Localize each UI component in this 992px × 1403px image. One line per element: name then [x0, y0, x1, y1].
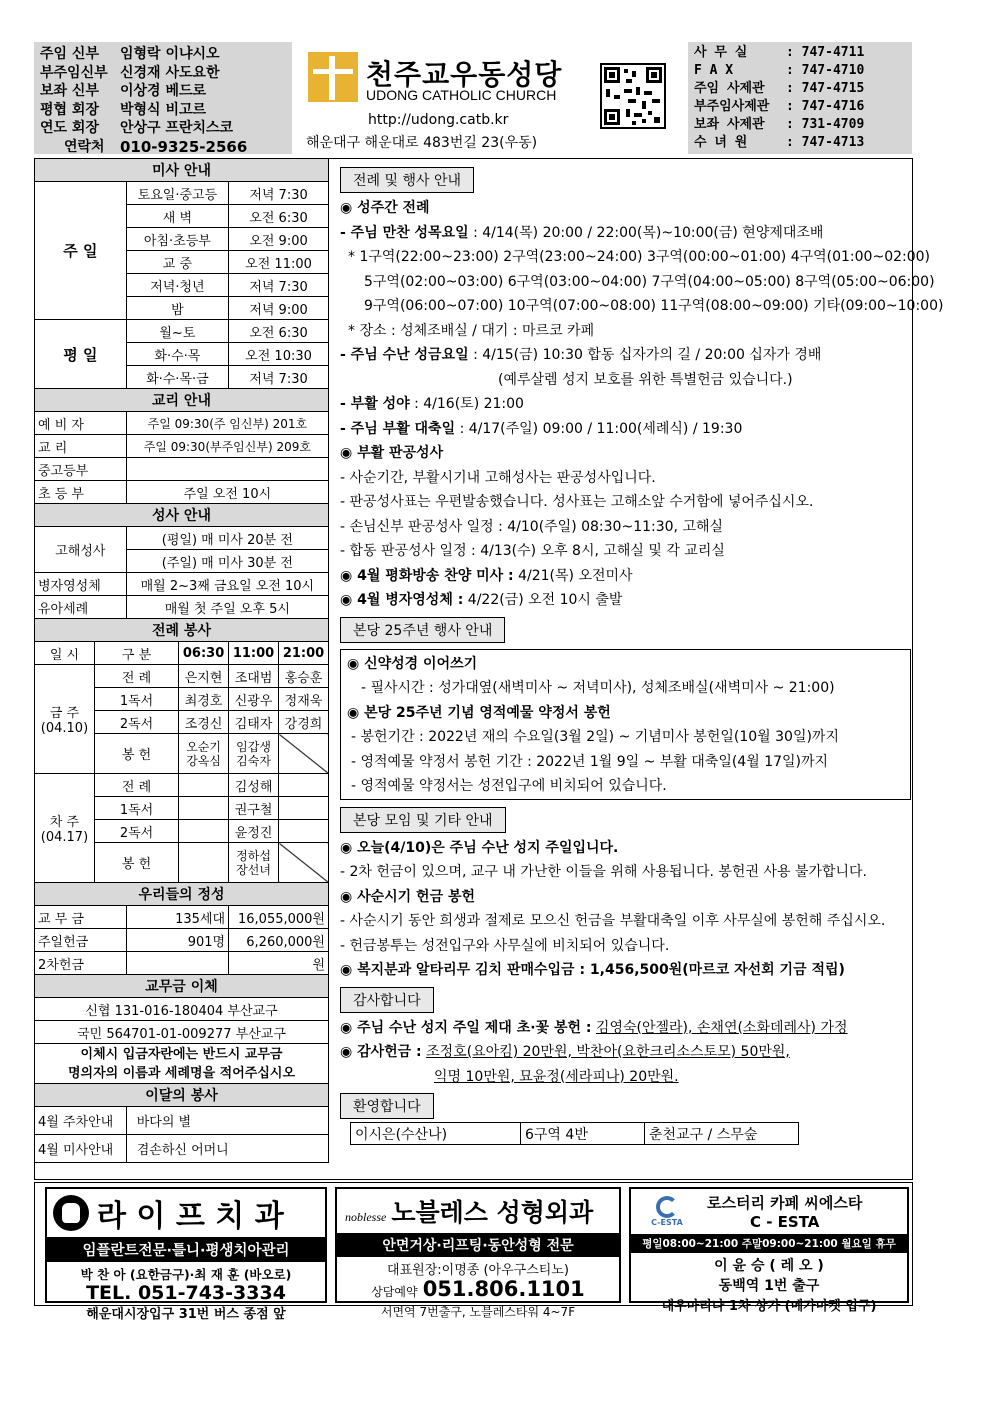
edu-label: 예 비 자	[35, 412, 127, 435]
service-person	[279, 774, 329, 797]
ad-dental-doctors: 박 찬 아 (요한금구)·최 재 훈 (바오로)	[80, 1267, 292, 1282]
ad-dental-location: 해운대시장입구 31번 버스 종점 앞	[86, 1307, 286, 1322]
staff-name: 임형락 이냐시오	[120, 46, 220, 62]
contact-label: 연락처	[64, 138, 105, 155]
anniversary-box	[340, 649, 911, 800]
church-name-english: UDONG CATHOLIC CHURCH	[366, 87, 557, 103]
confession-time: (평일) 매 미사 20분 전	[126, 527, 328, 550]
ad-ps-director: 대표원장:이명종 (아우구스티노)	[387, 1263, 569, 1278]
cafe-logo-text: C-ESTA	[651, 1218, 683, 1227]
staff-role: 평협 회장	[40, 101, 99, 118]
empty-slash-cell	[279, 843, 329, 883]
office-contacts	[688, 42, 912, 154]
kimchi-line: ◉ 복지분과 알타리무 김치 판매수입금 : 1,456,500원(마르코 자선회 기금 적립)	[340, 962, 845, 978]
lent-line: - 헌금봉투는 성전입구와 사무실에 비치되어 있습니다.	[340, 937, 670, 954]
infant-baptism-value: 매월 첫 주일 오후 5시	[126, 596, 328, 619]
offering-amount: 원	[229, 952, 329, 975]
vow-line: - 영적예물 약정서 봉헌 기간 : 2022년 1월 9일 ~ 부활 대축일(4월 17일)까지	[351, 753, 829, 770]
service-person: 김성해	[229, 774, 279, 797]
ad-ps-location: 서면역 7번출구, 노블레스타워 4~7F	[380, 1305, 576, 1319]
staff-panel	[34, 42, 292, 154]
confession-line: - 손님신부 판공성사 일정 : 4/10(주일) 08:30~11:30, 고해실	[340, 518, 724, 535]
service-role: 전 례	[94, 665, 178, 688]
item-value: : 4/17(주일) 09:00 / 11:00(세례식) / 19:30	[459, 420, 743, 437]
offering-count: 135세대	[126, 906, 228, 929]
today-heading: ◉ 오늘(4/10)은 주님 수난 성지 주일입니다.	[340, 839, 619, 856]
ads-bar	[34, 1182, 913, 1322]
lent-line: - 사순시기 동안 희생과 절제로 모으신 헌금을 부활대축일 이후 사무실에 봉헌해 주십시오.	[340, 913, 886, 929]
ad-cafe-owner: 이 윤 승 ( 레 오 )	[714, 1258, 824, 1274]
mass-time: 저녁 7:30	[229, 182, 329, 205]
section-thanks-title: 감사합니다	[340, 987, 434, 1013]
offering-label: 주일헌금	[35, 929, 127, 952]
edu-label: 중고등부	[35, 458, 127, 481]
staff-name: 신경재 사도요한	[120, 64, 220, 81]
mass-type: 아침·초등부	[126, 228, 228, 251]
ad-cafe-hours: 평일08:00~21:00 주말09:00~21:00 월요일 휴무	[631, 1234, 907, 1253]
service-person	[179, 843, 229, 883]
ad-ps-name: 노블레스 성형외과	[391, 1198, 594, 1227]
item-value: : 4/14(목) 20:00 / 22:00(목)~10:00(금) 현양제대조배	[473, 224, 824, 241]
mass-time: 저녁 9:00	[229, 297, 329, 320]
staff-name: 박형식 비고르	[120, 101, 207, 118]
offering-amount: 16,055,000원	[229, 906, 329, 929]
service-person: 오순기 강옥심	[179, 734, 229, 774]
edu-label: 초 등 부	[35, 481, 127, 504]
office-number: : 747-4710	[786, 63, 865, 78]
welcome-table	[350, 1122, 799, 1145]
item-label: ◉ 4월 병자영성체 :	[340, 592, 464, 608]
service-person: 은지현	[179, 665, 229, 688]
month-service-value: 겸손하신 어머니	[126, 1135, 328, 1163]
vow-heading: ◉ 본당 25주년 기념 영적예물 약정서 봉헌	[347, 704, 611, 721]
staff-name: 안상구 프란치스코	[120, 120, 234, 136]
service-person	[179, 820, 229, 843]
confession-line: - 사순기간, 부활시기내 고해성사는 판공성사입니다.	[340, 469, 656, 486]
thanks-label: ◉ 주님 수난 성지 주일 제대 초·꽃 봉헌 :	[340, 1019, 592, 1036]
service-person: 신광우	[229, 688, 279, 711]
mass-type: 화·수·목	[126, 343, 228, 366]
week1-name: 금 주	[49, 706, 80, 721]
service-role: 봉 헌	[94, 734, 178, 774]
mass-type: 저녁·청년	[126, 274, 228, 297]
office-label: 주임 사제관	[694, 81, 765, 96]
staff-name: 이상경 베드로	[120, 83, 207, 99]
week1-label	[35, 665, 95, 774]
office-label: 보좌 사제관	[694, 117, 765, 132]
ad-cafe-location: 동백역 1번 출구	[718, 1278, 820, 1294]
welcome-name: 이시은(수산나)	[351, 1123, 521, 1145]
office-number: : 731-4709	[786, 117, 865, 132]
confession-label: 고해성사	[35, 527, 127, 573]
service-role: 봉 헌	[94, 843, 178, 883]
thanks-value: 김영숙(안젤라), 손채연(소화데레사) 가정	[595, 1019, 848, 1036]
mass-time: 오전 10:30	[229, 343, 329, 366]
edu-value	[126, 458, 328, 481]
offering-amount: 6,260,000원	[229, 929, 329, 952]
service-person: 권구철	[229, 797, 279, 820]
mass-time: 저녁 7:30	[229, 366, 329, 389]
ad-dental-phone: TEL. 051-743-3334	[86, 1282, 286, 1304]
offering-count	[126, 952, 228, 975]
transfer-note-line: 이체시 입금자란에는 반드시 교무금	[80, 1046, 283, 1062]
section-liturgy-title: 전례 및 행사 안내	[340, 167, 474, 193]
church-address: 해운대구 해운대로 483번길 23(우동)	[306, 135, 538, 151]
office-label: F A X	[694, 63, 734, 78]
mass-type: 새 벽	[126, 205, 228, 228]
edu-value: 주일 09:30(주 임신부) 201호	[126, 412, 328, 435]
staff-role: 연도 회장	[40, 120, 99, 136]
month-service-title: 이달의 봉사	[35, 1084, 329, 1107]
item-label: - 주님 수난 성금요일	[340, 347, 469, 363]
church-name: 천주교우동성당	[366, 58, 563, 91]
confession-heading: ◉ 부활 판공성사	[340, 445, 444, 461]
mass-time: 저녁 7:30	[229, 274, 329, 297]
service-header: 일 시	[35, 642, 95, 665]
cross-logo-icon	[308, 52, 358, 102]
month-service-value: 바다의 별	[126, 1107, 328, 1135]
transfer-account: 국민 564701-01-009277 부산교구	[35, 1021, 329, 1044]
ad-plastic-surgery[interactable]	[335, 1187, 621, 1319]
office-number: : 747-4715	[786, 81, 865, 96]
office-number: : 747-4711	[786, 45, 865, 60]
service-person: 정재욱	[279, 688, 329, 711]
service-header: 06:30	[179, 642, 229, 665]
office-number: : 747-4713	[786, 135, 865, 150]
offering-title: 우리들의 정성	[35, 883, 329, 906]
mass-type: 교 중	[126, 251, 228, 274]
ad-ps-brand: noblesse	[345, 1210, 387, 1224]
thanks-label: ◉ 감사헌금 :	[340, 1044, 422, 1060]
welcome-origin: 춘천교구 / 스무숲	[645, 1123, 799, 1145]
offering-label: 교 무 금	[35, 906, 127, 929]
mass-type: 밤	[126, 297, 228, 320]
cafe-logo	[637, 1196, 697, 1227]
vow-line: - 영적예물 약정서는 성전입구에 비치되어 있습니다.	[351, 778, 667, 794]
item-label: - 주님 만찬 성목요일	[340, 224, 469, 241]
ad-ps-specialty: 안면거상·리프팅·동안성형 전문	[337, 1233, 619, 1257]
confession-time: (주일) 매 미사 30분 전	[126, 550, 328, 573]
holy-week-heading: ◉ 성주간 전례	[340, 200, 430, 216]
mass-time: 오전 11:00	[229, 251, 329, 274]
service-person: 강경희	[279, 711, 329, 734]
offering-count: 901명	[126, 929, 228, 952]
week2-date: (04.17)	[40, 830, 89, 845]
empty-slash-cell	[279, 734, 329, 774]
mass-type: 토요일·중고등	[126, 182, 228, 205]
service-person: 조경신	[179, 711, 229, 734]
ad-dental[interactable]	[45, 1187, 327, 1322]
ad-cafe-location-detail: 대우마리나 1차 상가 (메가마켓 입구)	[661, 1299, 877, 1314]
week1-date: (04.10)	[40, 721, 89, 736]
edu-title: 교리 안내	[35, 389, 329, 412]
service-role: 전 례	[94, 774, 178, 797]
ad-dental-name: 라 이 프 치 과	[97, 1199, 284, 1234]
section-other-title: 본당 모임 및 기타 안내	[340, 807, 506, 833]
service-person: 정하섭 장선녀	[229, 843, 279, 883]
lent-heading: ◉ 사순시기 헌금 봉헌	[340, 888, 476, 905]
qr-code-icon[interactable]	[600, 63, 666, 129]
ad-cafe[interactable]	[629, 1187, 909, 1314]
today-line: - 2차 헌금이 있으며, 교구 내 가난한 이들을 위해 사용됩니다. 봉헌권 사용 불가합니다.	[340, 864, 868, 880]
edu-value: 주일 09:30(부주임신부) 209호	[126, 435, 328, 458]
item-value: 4/22(금) 오전 10시 출발	[467, 592, 623, 608]
service-person	[279, 820, 329, 843]
service-role: 2독서	[94, 711, 178, 734]
thanks-value: 익명 10만원, 묘윤정(세라피나) 20만원.	[434, 1068, 679, 1085]
cafe-logo-icon	[656, 1196, 678, 1218]
weekday-label: 평 일	[35, 320, 127, 389]
left-info-table	[34, 158, 329, 1163]
office-number: : 747-4716	[786, 99, 865, 114]
place-line: * 장소 : 성체조배실 / 대기 : 마르코 카페	[348, 322, 595, 339]
sacrament-title: 성사 안내	[35, 504, 329, 527]
service-person: 김태자	[229, 711, 279, 734]
week2-label	[35, 774, 95, 883]
service-header: 11:00	[229, 642, 279, 665]
transfer-note	[35, 1044, 329, 1084]
special-offering-note: (예루살렘 성지 보호를 위한 특별헌금 있습니다.)	[498, 371, 793, 388]
service-header: 21:00	[279, 642, 329, 665]
mass-time: 오전 6:30	[229, 205, 329, 228]
mass-type: 화·수·목·금	[126, 366, 228, 389]
confession-line: - 합동 판공성사 일정 : 4/13(수) 오후 8시, 고해실 및 각 교리실	[340, 543, 725, 559]
service-person: 홍승훈	[279, 665, 329, 688]
service-role: 1독서	[94, 688, 178, 711]
thanks-value: 조정호(요아킴) 20만원, 박찬아(요한크리소스토모) 50만원,	[426, 1044, 790, 1060]
service-person: 최경호	[179, 688, 229, 711]
item-label: - 부활 성야	[340, 396, 410, 412]
mass-time: 오전 6:30	[229, 320, 329, 343]
offering-label: 2차헌금	[35, 952, 127, 975]
bible-heading: ◉ 신약성경 이어쓰기	[347, 655, 478, 672]
confession-line: - 판공성사표는 우편발송했습니다. 성사표는 고해소앞 수거함에 넣어주십시오.	[340, 494, 814, 510]
staff-role: 보좌 신부	[40, 83, 99, 99]
mass-type: 월~토	[126, 320, 228, 343]
service-header: 구 분	[94, 642, 178, 665]
service-person: 임갑생 김숙자	[229, 734, 279, 774]
service-role: 2독서	[94, 820, 178, 843]
week2-name: 차 주	[49, 815, 80, 830]
ad-cafe-name-eng: C - ESTA	[749, 1213, 820, 1231]
staff-role: 부주임신부	[40, 64, 108, 81]
section-anniversary-title: 본당 25주년 행사 안내	[340, 617, 505, 643]
ad-ps-tel-label: 상담예약	[371, 1285, 418, 1299]
schedule-line: 9구역(06:00~07:00) 10구역(07:00~08:00) 11구역(08:00~09:00) 기타(09:00~10:00)	[364, 298, 944, 314]
service-person	[279, 797, 329, 820]
sick-communion-value: 매월 2~3째 금요일 오전 10시	[126, 573, 328, 596]
church-logo-block	[306, 50, 586, 156]
office-label: 사 무 실	[694, 45, 748, 60]
section-welcome-title: 환영합니다	[340, 1093, 434, 1119]
month-service-label: 4월 주차안내	[35, 1107, 127, 1135]
edu-label: 교 리	[35, 435, 127, 458]
service-title: 전례 봉사	[35, 619, 329, 642]
ad-ps-phone: 051.806.1101	[422, 1277, 585, 1301]
transfer-title: 교무금 이체	[35, 975, 329, 998]
item-label: ◉ 4월 평화방송 찬양 미사 :	[340, 567, 514, 584]
church-url[interactable]: http://udong.catb.kr	[368, 112, 509, 128]
vow-line: - 봉헌기간 : 2022년 재의 수요일(3월 2일) ~ 기념미사 봉헌일(10월 30일)까지	[351, 729, 839, 745]
item-value: : 4/16(토) 21:00	[414, 396, 524, 412]
edu-value: 주일 오전 10시	[126, 481, 328, 504]
ad-cafe-name: 로스터리 카페 씨에스타	[707, 1194, 863, 1212]
schedule-line: * 1구역(22:00~23:00) 2구역(23:00~24:00) 3구역(00:00~01:00) 4구역(01:00~02:00)	[348, 249, 931, 265]
right-column	[336, 163, 944, 1145]
schedule-line: 5구역(02:00~03:00) 6구역(03:00~04:00) 7구역(04:00~05:00) 8구역(05:00~06:00)	[364, 273, 935, 290]
sunday-label: 주 일	[35, 182, 127, 320]
service-role: 1독서	[94, 797, 178, 820]
bible-line: - 필사시간 : 성가대옆(새벽미사 ~ 저녁미사), 성체조배실(새벽미사 ~ 21:00)	[361, 680, 835, 696]
item-value: : 4/15(금) 10:30 합동 십자가의 길 / 20:00 십자가 경배	[473, 347, 822, 363]
service-person: 윤정진	[229, 820, 279, 843]
contact-phone: 010-9325-2566	[120, 137, 248, 156]
item-value: 4/21(목) 오전미사	[518, 567, 633, 584]
item-label: - 주님 부활 대축일	[340, 420, 456, 437]
mass-time: 오전 9:00	[229, 228, 329, 251]
service-person	[179, 774, 229, 797]
month-service-label: 4월 미사안내	[35, 1135, 127, 1163]
infant-baptism-label: 유아세례	[35, 596, 127, 619]
sick-communion-label: 병자영성체	[35, 573, 127, 596]
ad-dental-specialty: 임플란트전문·틀니·평생치아관리	[47, 1237, 325, 1262]
staff-role: 주임 신부	[40, 46, 99, 62]
service-person: 조대범	[229, 665, 279, 688]
office-label: 부주임사제관	[694, 99, 770, 114]
welcome-district: 6구역 4반	[521, 1123, 645, 1145]
office-label: 수 녀 원	[694, 135, 748, 150]
left-column	[34, 158, 329, 1163]
tooth-logo-icon	[53, 1195, 89, 1231]
transfer-note-line: 명의자의 이름과 세례명을 적어주십시오	[67, 1065, 296, 1081]
mass-title: 미사 안내	[35, 159, 329, 182]
service-person	[179, 797, 229, 820]
transfer-account: 신협 131-016-180404 부산교구	[35, 998, 329, 1021]
